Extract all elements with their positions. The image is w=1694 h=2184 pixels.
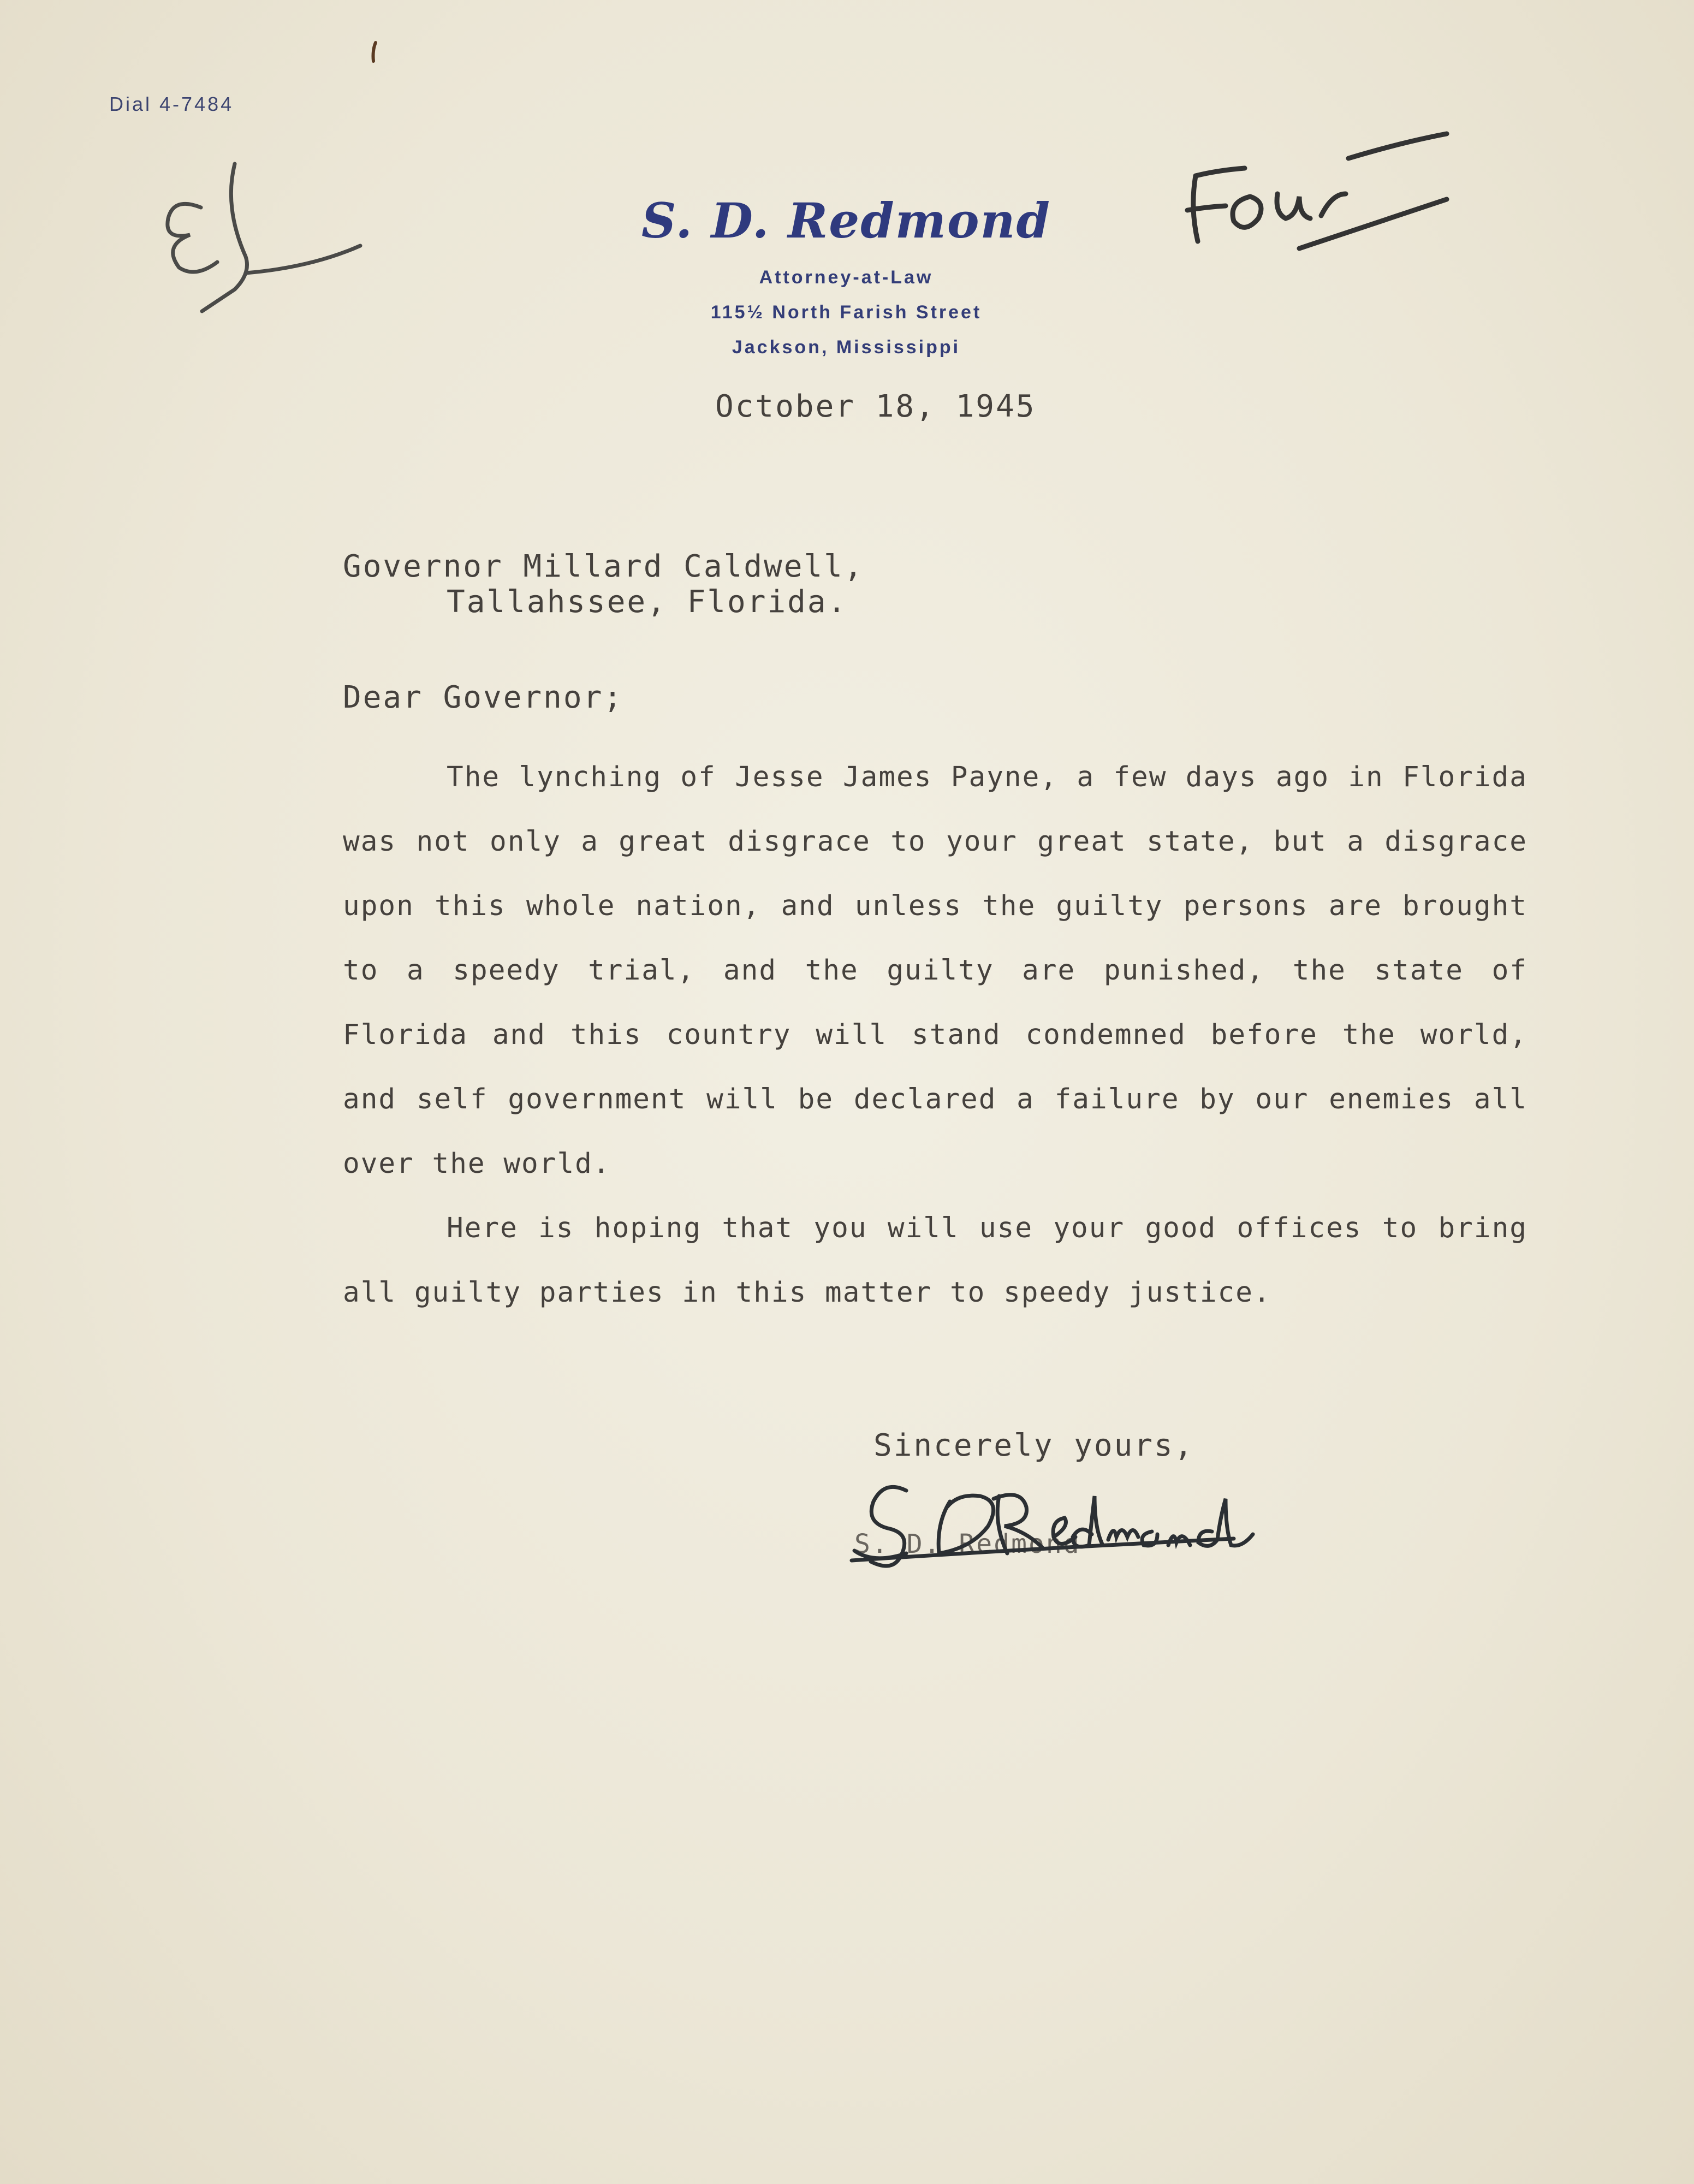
letterhead-street: 115½ North Farish Street [710, 302, 982, 323]
letterhead-city: Jackson, Mississippi [732, 337, 961, 358]
letter-date: October 18, 1945 [715, 389, 1036, 424]
body-paragraph-2: Here is hoping that you will use your good offices to bring all guilty parties in this matter to speedy justice. [343, 1212, 1527, 1309]
salutation: Dear Governor; [343, 680, 624, 715]
ink-signature-redmond [852, 1487, 1253, 1566]
ink-tick-mark [373, 43, 376, 61]
letterhead-phone: Dial 4-7484 [109, 93, 234, 115]
body-paragraph-1: The lynching of Jesse James Payne, a few days ago in Florida was not only a great disgrace to your great state, but a disgrace upon this whole nation, and unless the guilty persons are brought to a speedy trial, and the guilty are punished, the state of Florida and this country will stand condemned before the world, and self government will be declared a failure by our enemies all over the world. [343, 761, 1527, 1180]
letterhead-title: Attorney-at-Law [759, 267, 934, 288]
recipient-location: Tallahssee, Florida. [447, 584, 848, 620]
typed-signature: S. D. Redmond [854, 1529, 1081, 1559]
closing: Sincerely yours, [873, 1428, 1194, 1463]
pencil-annotation-four [1187, 134, 1447, 248]
letterhead-name: S. D. Redmond [641, 192, 1051, 249]
recipient-name: Governor Millard Caldwell, [343, 549, 864, 584]
pencil-initials-mark [168, 164, 360, 311]
